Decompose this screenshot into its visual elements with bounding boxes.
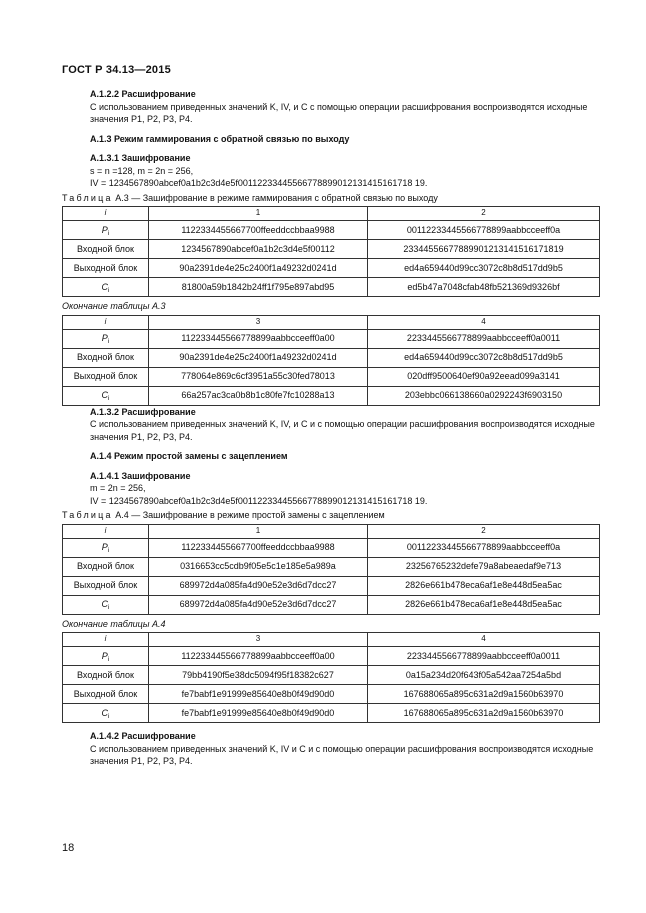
row-label: $P_i$ [63, 221, 149, 240]
header-cell: 4 [368, 315, 600, 329]
table-cell: ed4a659440d99cc3072c8b8d517dd9b5 [368, 259, 600, 278]
table-header-row [63, 524, 600, 538]
section-title: А.1.4.2 Расшифрование [90, 731, 196, 741]
row-label: Выходной блок [63, 367, 149, 386]
parameters-line: IV = 1234567890abcef0a1b2c3d4e5f00112233445566778899012131415161718 19. [90, 178, 428, 188]
paragraph: С использованием приведенных значений K, IV, и C с помощью операции расшифрования воспроизводятся исходные значения P1, P2, P3, P4. [90, 101, 588, 124]
parameters-line: IV = 1234567890abcef0a1b2c3d4e5f00112233445566778899012131415161718 19. [90, 495, 428, 506]
table-row [63, 367, 600, 386]
table-cell: 00112233445566778899aabbcceeff0a [368, 538, 600, 557]
table-header-row [63, 633, 600, 647]
table-continuation-caption: Окончание таблицы А.4 [62, 618, 166, 629]
table-cell: 2826e661b478eca6af1e8e448d5ea5ac [368, 595, 600, 614]
table-cell: ed4a659440d99cc3072c8b8d517dd9b5 [368, 348, 600, 367]
table-a3-part2 [62, 315, 600, 406]
header-cell: 1 [149, 207, 368, 221]
paragraph: С использованием приведенных значений K, IV, и C и с помощью операции расшифрования воспроизводятся исходные значения P1, P2, P3, P4. [90, 419, 595, 442]
table-row [63, 221, 600, 240]
table-cell: 167688065a895c631a2d9a1560b63970 [368, 704, 600, 723]
table-cell: 112233445566778899aabbcceeff0a00 [149, 647, 368, 666]
row-label: $P_i$ [63, 329, 149, 348]
row-label: Выходной блок [63, 259, 149, 278]
table-cell: 00112233445566778899aabbcceeff0a [368, 221, 600, 240]
table-cell: 2233445566778899aabbcceeff0a0011 [368, 647, 600, 666]
table-cell: 1122334455667700ffeeddccbbaa9988 [149, 221, 368, 240]
table-cell: 203ebbc066138660a0292243f6903150 [368, 386, 600, 405]
table-a4-part1 [62, 524, 600, 615]
table-row [63, 538, 600, 557]
table-cell: 79bb4190f5e38dc5094f95f18382c627 [149, 666, 368, 685]
row-label: Выходной блок [63, 576, 149, 595]
table-cell: 112233445566778899aabbcceeff0a00 [149, 329, 368, 348]
table-caption: Таблица А.4 — Зашифрование в режиме простой замены с зацеплением [62, 510, 385, 520]
row-label: Входной блок [63, 240, 149, 259]
document-header: ГОСТ Р 34.13—2015 [62, 64, 171, 76]
row-label: $C_i$ [63, 386, 149, 405]
row-label: $C_i$ [63, 704, 149, 723]
table-cell: fe7babf1e91999e85640e8b0f49d90d0 [149, 685, 368, 704]
section-title: А.1.3.2 Расшифрование [90, 406, 196, 417]
row-label: Выходной блок [63, 685, 149, 704]
table-cell: 689972d4a085fa4d90e52e3d6d7dcc27 [149, 595, 368, 614]
header-cell: i [63, 524, 149, 538]
table-cell: 2233445566778899aabbcceeff0a0011 [368, 329, 600, 348]
table-cell: ed5b47a7048cfab48fb521369d9326bf [368, 278, 600, 297]
table-caption: Таблица А.3 — Зашифрование в режиме гаммирования с обратной связью по выходу [62, 192, 438, 203]
header-cell: 3 [149, 315, 368, 329]
section-title: А.1.4 Режим простой замены с зацеплением [90, 451, 288, 461]
table-cell: 23256765232defe79a8abeaedaf9e713 [368, 557, 600, 576]
table-row [63, 259, 600, 278]
table-cell: 689972d4a085fa4d90e52e3d6d7dcc27 [149, 576, 368, 595]
header-cell: i [63, 315, 149, 329]
row-label: Входной блок [63, 557, 149, 576]
table-cell: 66a257ac3ca0b8b1c80fe7fc10288a13 [149, 386, 368, 405]
table-row [63, 278, 600, 297]
section-title: А.1.2.2 Расшифрование [90, 89, 196, 99]
header-cell: 2 [368, 524, 600, 538]
section-title: А.1.3.1 Зашифрование [90, 153, 191, 163]
table-cell: 1122334455667700ffeeddccbbaa9988 [149, 538, 368, 557]
table-continuation-caption: Окончание таблицы А.3 [62, 301, 166, 311]
table-row [63, 704, 600, 723]
parameters-line: s = n =128, m = 2n = 256, [90, 165, 194, 176]
header-cell: 2 [368, 207, 600, 221]
table-cell: 23344556677889901213141516171819 [368, 240, 600, 259]
table-row [63, 240, 600, 259]
table-cell: 1234567890abcef0a1b2c3d4e5f00112 [149, 240, 368, 259]
row-label: $C_i$ [63, 278, 149, 297]
table-row [63, 576, 600, 595]
table-cell: 2826e661b478eca6af1e8e448d5ea5ac [368, 576, 600, 595]
table-row [63, 685, 600, 704]
page-number: 18 [62, 842, 75, 854]
table-row [63, 595, 600, 614]
row-label: $P_i$ [63, 647, 149, 666]
table-header-row [63, 207, 600, 221]
table-cell: 0a15a234d20f643f05a542aa7254a5bd [368, 666, 600, 685]
table-cell: 020dff9500640ef90a92eead099a3141 [368, 367, 600, 386]
table-cell: 90a2391de4e25c2400f1a49232d0241d [149, 259, 368, 278]
table-cell: 0316653cc5cdb9f05e5c1e185e5a989a [149, 557, 368, 576]
table-a4-part2 [62, 632, 600, 723]
parameters-line: m = 2n = 256, [90, 483, 146, 493]
table-row [63, 348, 600, 367]
table-cell: 90a2391de4e25c2400f1a49232d0241d [149, 348, 368, 367]
row-label: Входной блок [63, 666, 149, 685]
table-row [63, 666, 600, 685]
header-cell: 3 [149, 633, 368, 647]
table-cell: fe7babf1e91999e85640e8b0f49d90d0 [149, 704, 368, 723]
table-row [63, 647, 600, 666]
table-cell: 778064e869c6cf3951a55c30fed78013 [149, 367, 368, 386]
table-row [63, 557, 600, 576]
table-a3-part1 [62, 206, 600, 297]
page-content [62, 88, 602, 768]
header-cell: i [63, 207, 149, 221]
table-cell: 81800a59b1842b24ff1f795e897abd95 [149, 278, 368, 297]
table-header-row [63, 315, 600, 329]
section-title: А.1.3 Режим гаммирования с обратной связью по выходу [90, 133, 350, 144]
header-cell: i [63, 633, 149, 647]
row-label: $C_i$ [63, 595, 149, 614]
table-row [63, 329, 600, 348]
header-cell: 1 [149, 524, 368, 538]
paragraph: С использованием приведенных значений K, IV и C и с помощью операции расшифрования воспроизводятся исходные значения P1, P2, P3, P4. [90, 743, 594, 766]
section-title: А.1.4.1 Зашифрование [90, 470, 191, 481]
row-label: Входной блок [63, 348, 149, 367]
row-label: $P_i$ [63, 538, 149, 557]
header-cell: 4 [368, 633, 600, 647]
table-cell: 167688065a895c631a2d9a1560b63970 [368, 685, 600, 704]
table-row [63, 386, 600, 405]
